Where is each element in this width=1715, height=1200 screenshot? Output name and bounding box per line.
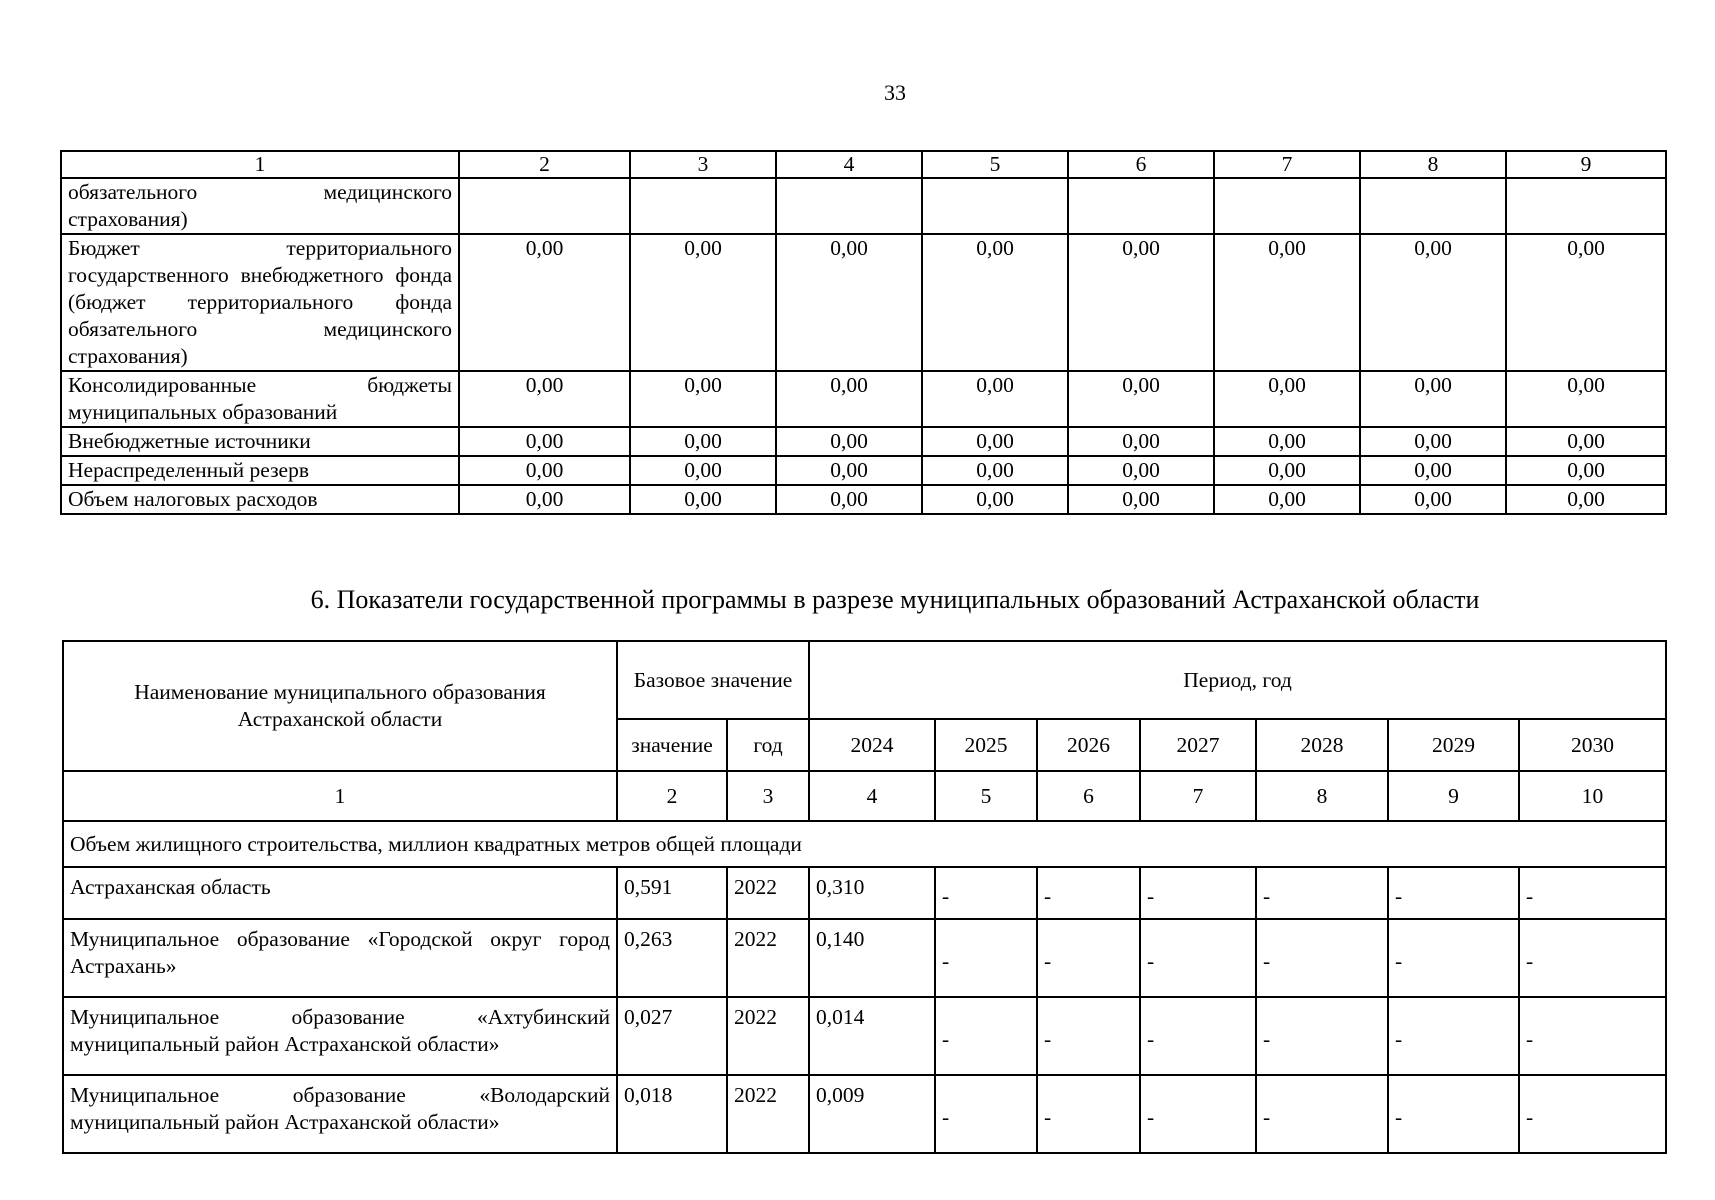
period-value: -: [1037, 1075, 1140, 1153]
row-value: 0,00: [922, 427, 1068, 456]
column-number-row: [63, 771, 1666, 821]
row-value: 0,00: [1506, 371, 1666, 427]
row-value: [1506, 178, 1666, 234]
row-value: 0,00: [1068, 456, 1214, 485]
column-number: 5: [935, 771, 1037, 821]
row-value: 0,00: [1360, 427, 1506, 456]
row-value: 0,00: [776, 371, 922, 427]
base-value: 0,263: [617, 919, 727, 997]
table-row: [63, 867, 1666, 919]
base-year: 2022: [727, 997, 809, 1075]
row-value: 0,00: [776, 485, 922, 514]
row-value: 0,00: [1360, 456, 1506, 485]
base-value: 0,027: [617, 997, 727, 1075]
header-value: значение: [617, 719, 727, 771]
row-value: [1214, 178, 1360, 234]
row-value: 0,00: [1360, 234, 1506, 371]
indicators-table: [62, 640, 1667, 1154]
period-value: -: [1388, 1075, 1519, 1153]
header-year-2027: 2027: [1140, 719, 1256, 771]
period-value: -: [935, 1075, 1037, 1153]
row-value: 0,00: [1068, 427, 1214, 456]
column-number: 3: [630, 151, 776, 178]
base-value: 0,018: [617, 1075, 727, 1153]
column-number: 9: [1506, 151, 1666, 178]
row-value: 0,00: [1214, 427, 1360, 456]
row-value: 0,00: [1506, 485, 1666, 514]
row-value: 0,00: [459, 456, 630, 485]
header-year-2028: 2028: [1256, 719, 1388, 771]
period-value: -: [1519, 1075, 1666, 1153]
period-value: -: [1256, 997, 1388, 1075]
row-value: 0,00: [1360, 371, 1506, 427]
column-number: 8: [1256, 771, 1388, 821]
section-heading: 6. Показатели государственной программы в разрезе муниципальных образований Астраханской области: [310, 585, 1480, 614]
row-label: Внебюджетные источники: [61, 427, 459, 456]
region-name: Муниципальное образование «Городской округ город Астрахань»: [63, 919, 617, 997]
row-value: 0,00: [922, 485, 1068, 514]
column-number: 7: [1214, 151, 1360, 178]
period-value: -: [1037, 997, 1140, 1075]
period-value: -: [1256, 1075, 1388, 1153]
period-value: 0,140: [809, 919, 935, 997]
row-label: Объем налоговых расходов: [61, 485, 459, 514]
row-value: [630, 178, 776, 234]
region-name: Муниципальное образование «Володарский муниципальный район Астраханской области»: [63, 1075, 617, 1153]
region-name: Астраханская область: [63, 867, 617, 919]
base-year: 2022: [727, 919, 809, 997]
header-year-2024: 2024: [809, 719, 935, 771]
period-value: -: [1140, 1075, 1256, 1153]
period-value: -: [1388, 919, 1519, 997]
region-name: Муниципальное образование «Ахтубинский муниципальный район Астраханской области»: [63, 997, 617, 1075]
row-label: Консолидированные бюджеты муниципальных образований: [61, 371, 459, 427]
table-row: [63, 1075, 1666, 1153]
row-value: 0,00: [922, 234, 1068, 371]
table-row: [63, 997, 1666, 1075]
row-value: 0,00: [1360, 485, 1506, 514]
period-value: -: [1037, 867, 1140, 919]
section-row: [63, 821, 1666, 867]
row-value: 0,00: [459, 371, 630, 427]
period-value: -: [1256, 919, 1388, 997]
period-value: -: [1519, 997, 1666, 1075]
column-number: 2: [617, 771, 727, 821]
row-value: 0,00: [1068, 485, 1214, 514]
header-period: Период, год: [809, 641, 1666, 719]
row-value: 0,00: [776, 427, 922, 456]
header-name-col: Наименование муниципального образования Астраханской области: [63, 641, 617, 771]
row-value: [776, 178, 922, 234]
table-row: [61, 485, 1666, 514]
row-value: 0,00: [630, 427, 776, 456]
table-row: [61, 427, 1666, 456]
page-number: 33: [884, 80, 906, 105]
period-value: -: [935, 867, 1037, 919]
row-value: 0,00: [630, 234, 776, 371]
column-number-row: [61, 151, 1666, 178]
column-number: 5: [922, 151, 1068, 178]
row-label: обязательного медицинского страхования): [61, 178, 459, 234]
row-value: 0,00: [459, 427, 630, 456]
table-row: [63, 919, 1666, 997]
row-label: Нераспределенный резерв: [61, 456, 459, 485]
table-row: [61, 456, 1666, 485]
row-value: 0,00: [922, 456, 1068, 485]
period-value: 0,310: [809, 867, 935, 919]
header-year-2026: 2026: [1037, 719, 1140, 771]
column-number: 8: [1360, 151, 1506, 178]
column-number: 2: [459, 151, 630, 178]
row-value: [1068, 178, 1214, 234]
header-year-2025: 2025: [935, 719, 1037, 771]
period-value: -: [1140, 919, 1256, 997]
row-value: 0,00: [1506, 234, 1666, 371]
column-number: 4: [776, 151, 922, 178]
row-value: [1360, 178, 1506, 234]
header-base-value: Базовое значение: [617, 641, 809, 719]
period-value: -: [1140, 867, 1256, 919]
row-value: 0,00: [1506, 456, 1666, 485]
row-value: 0,00: [1214, 371, 1360, 427]
table-row: [61, 178, 1666, 234]
row-value: 0,00: [776, 456, 922, 485]
row-value: 0,00: [922, 371, 1068, 427]
period-value: -: [1256, 867, 1388, 919]
column-number: 1: [61, 151, 459, 178]
period-value: -: [1388, 867, 1519, 919]
column-number: 6: [1068, 151, 1214, 178]
row-value: 0,00: [459, 234, 630, 371]
header-year: год: [727, 719, 809, 771]
period-value: 0,009: [809, 1075, 935, 1153]
column-number: 6: [1037, 771, 1140, 821]
row-value: 0,00: [1214, 234, 1360, 371]
period-value: 0,014: [809, 997, 935, 1075]
base-year: 2022: [727, 1075, 809, 1153]
row-value: 0,00: [1068, 371, 1214, 427]
column-number: 3: [727, 771, 809, 821]
table-row: [61, 371, 1666, 427]
finance-table: [60, 150, 1667, 515]
period-value: -: [1519, 867, 1666, 919]
base-year: 2022: [727, 867, 809, 919]
header-year-2030: 2030: [1519, 719, 1666, 771]
row-label: Бюджет территориального государственного внебюджетного фонда (бюджет территориального фонда обязательного медицинского страхования): [61, 234, 459, 371]
column-number: 4: [809, 771, 935, 821]
period-value: -: [1519, 919, 1666, 997]
column-number: 9: [1388, 771, 1519, 821]
base-value: 0,591: [617, 867, 727, 919]
period-value: -: [935, 919, 1037, 997]
row-value: 0,00: [459, 485, 630, 514]
row-value: 0,00: [1068, 234, 1214, 371]
row-value: 0,00: [630, 371, 776, 427]
column-number: 1: [63, 771, 617, 821]
row-value: 0,00: [1214, 485, 1360, 514]
table-row: [61, 234, 1666, 371]
row-value: [459, 178, 630, 234]
row-value: 0,00: [630, 456, 776, 485]
row-value: 0,00: [776, 234, 922, 371]
period-value: -: [1037, 919, 1140, 997]
indicator-section-title: Объем жилищного строительства, миллион квадратных метров общей площади: [63, 821, 1666, 867]
row-value: 0,00: [630, 485, 776, 514]
period-value: -: [1388, 997, 1519, 1075]
column-number: 10: [1519, 771, 1666, 821]
row-value: [922, 178, 1068, 234]
column-number: 7: [1140, 771, 1256, 821]
period-value: -: [935, 997, 1037, 1075]
row-value: 0,00: [1214, 456, 1360, 485]
row-value: 0,00: [1506, 427, 1666, 456]
header-year-2029: 2029: [1388, 719, 1519, 771]
period-value: -: [1140, 997, 1256, 1075]
